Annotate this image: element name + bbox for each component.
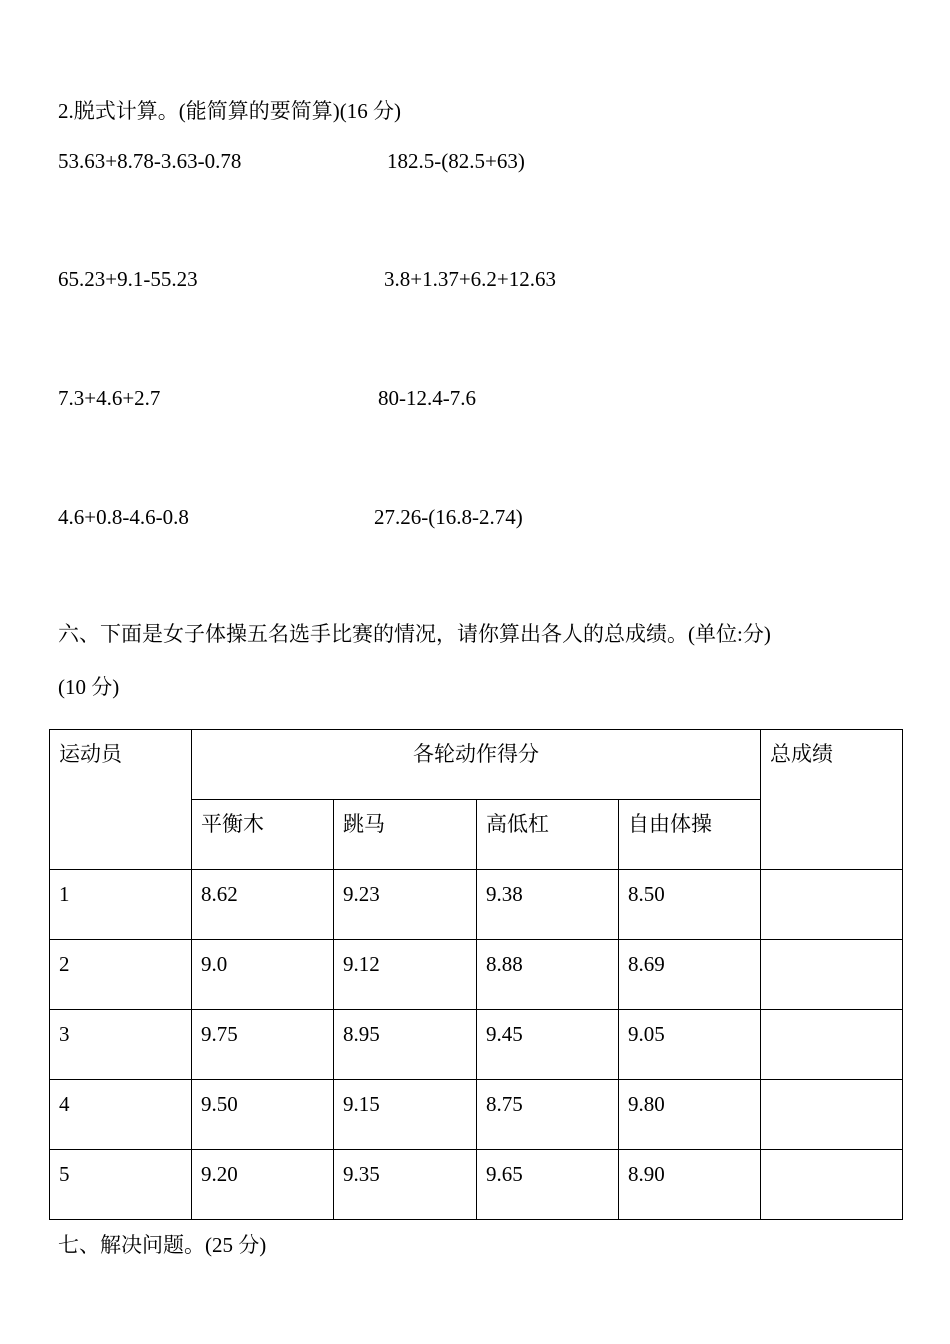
calc-expression: 182.5-(82.5+63) [387,149,525,173]
calc-expression: 3.8+1.37+6.2+12.63 [384,267,557,291]
athlete-cell: 3 [50,1010,192,1080]
table-row [50,940,903,1010]
table-row [50,1080,903,1150]
total-cell[interactable] [761,940,903,1010]
table-row [50,870,903,940]
score-cell: 8.95 [334,1010,477,1080]
score-cell: 9.05 [619,1010,761,1080]
score-cell: 9.65 [477,1150,619,1220]
score-cell: 8.50 [619,870,761,940]
header-event: 跳马 [334,800,477,870]
calc-expression: 65.23+9.1-55.23 [58,267,198,291]
score-cell: 9.20 [192,1150,334,1220]
header-athlete: 运动员 [50,730,192,870]
total-cell[interactable] [761,1010,903,1080]
score-cell: 9.12 [334,940,477,1010]
calc-section-title: 2.脱式计算。(能简算的要简算)(16 分) [58,99,401,123]
table-header-row [50,730,903,800]
athlete-cell: 1 [50,870,192,940]
score-cell: 8.62 [192,870,334,940]
score-cell: 8.75 [477,1080,619,1150]
athlete-cell: 2 [50,940,192,1010]
gymnastics-question-points: (10 分) [58,675,120,699]
score-cell: 8.90 [619,1150,761,1220]
calc-expression: 7.3+4.6+2.7 [58,386,161,410]
total-cell[interactable] [761,870,903,940]
athlete-cell: 4 [50,1080,192,1150]
header-total: 总成绩 [761,730,903,870]
score-cell: 9.15 [334,1080,477,1150]
table-row [50,1010,903,1080]
score-cell: 9.35 [334,1150,477,1220]
header-event: 平衡木 [192,800,334,870]
calc-expression: 53.63+8.78-3.63-0.78 [58,149,242,173]
header-rounds: 各轮动作得分 [192,730,761,800]
score-cell: 8.88 [477,940,619,1010]
total-cell[interactable] [761,1080,903,1150]
calc-expression: 4.6+0.8-4.6-0.8 [58,505,189,529]
score-cell: 9.23 [334,870,477,940]
score-cell: 9.80 [619,1080,761,1150]
table-row [50,1150,903,1220]
score-cell: 9.75 [192,1010,334,1080]
gymnastics-question-title: 六、下面是女子体操五名选手比赛的情况，请你算出各人的总成绩。(单位:分) [58,622,771,646]
calc-expression: 80-12.4-7.6 [378,386,476,410]
score-cell: 9.38 [477,870,619,940]
score-cell: 8.69 [619,940,761,1010]
score-cell: 9.45 [477,1010,619,1080]
problem-solving-title: 七、解决问题。(25 分) [58,1233,267,1257]
athlete-cell: 5 [50,1150,192,1220]
score-cell: 9.0 [192,940,334,1010]
score-cell: 9.50 [192,1080,334,1150]
calc-expression: 27.26-(16.8-2.74) [374,505,523,529]
header-event: 高低杠 [477,800,619,870]
header-event: 自由体操 [619,800,761,870]
gymnastics-score-table [49,729,903,1220]
total-cell[interactable] [761,1150,903,1220]
